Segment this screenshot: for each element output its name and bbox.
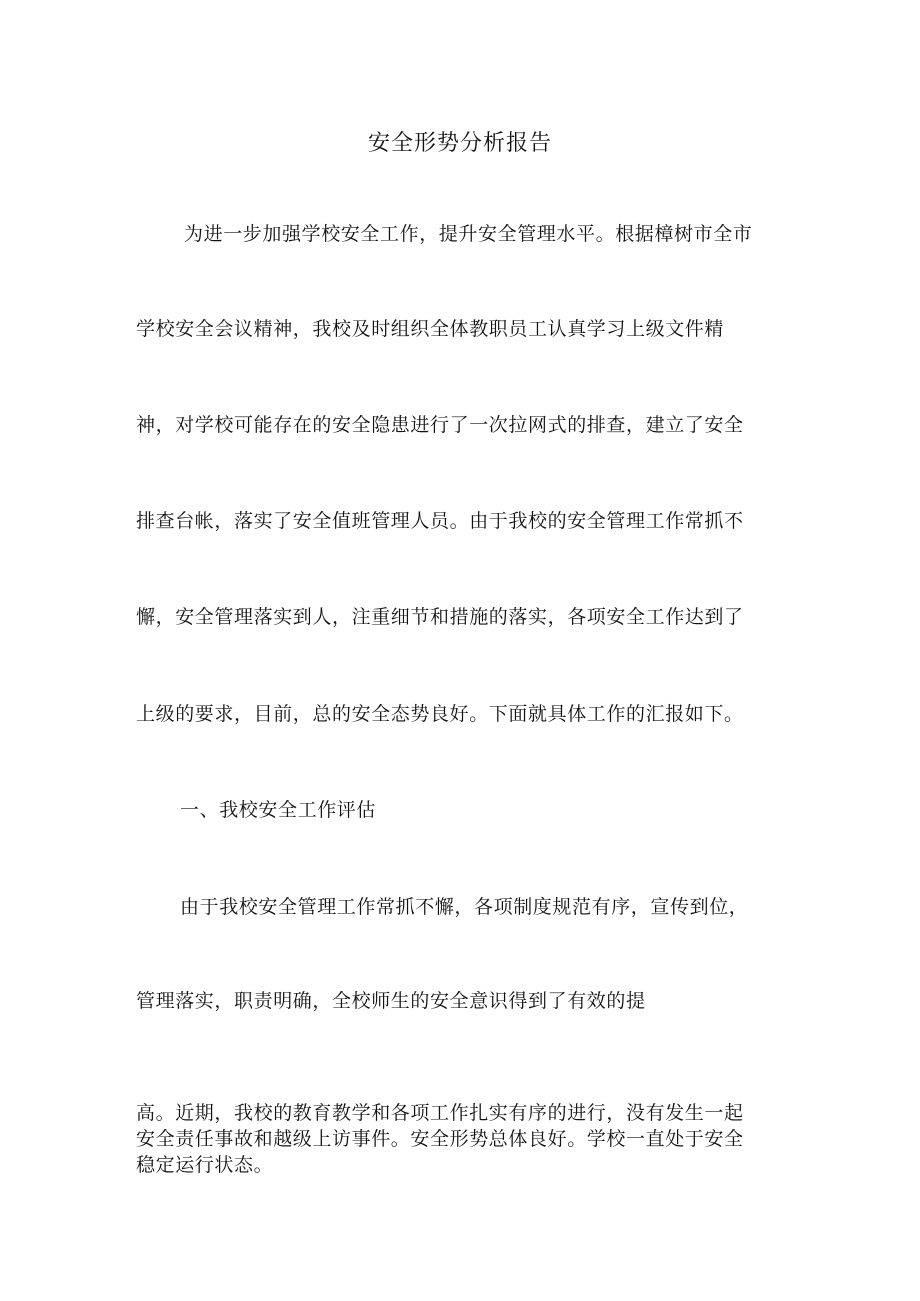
paragraph-line: 懈，安全管理落实到人，注重细节和措施的落实，各项安全工作达到了: [136, 606, 744, 628]
paragraph-line: 上级的要求，目前，总的安全态势良好。下面就具体工作的汇报如下。: [136, 703, 744, 725]
document-title: 安全形势分析报告: [367, 131, 552, 156]
paragraph-line: 排查台帐，落实了安全值班管理人员。由于我校的安全管理工作常抓不: [136, 510, 744, 532]
section-heading: 一、我校安全工作评估: [180, 799, 377, 821]
paragraph-line: 稳定运行状态。: [136, 1154, 274, 1176]
paragraph-line: 由于我校安全管理工作常抓不懈，各项制度规范有序，宣传到位，: [180, 896, 749, 918]
paragraph-line: 为进一步加强学校安全工作，提升安全管理水平。根据樟树市全市: [184, 223, 753, 245]
paragraph-line: 安全责任事故和越级上访事件。安全形势总体良好。学校一直处于安全: [136, 1128, 744, 1150]
paragraph-line: 学校安全会议精神，我校及时组织全体教职员工认真学习上级文件精: [136, 318, 725, 340]
paragraph-line: 高。近期，我校的教育教学和各项工作扎实有序的进行，没有发生一起: [136, 1102, 744, 1124]
paragraph-line: 神，对学校可能存在的安全隐患进行了一次拉网式的排查，建立了安全: [136, 414, 744, 436]
paragraph-line: 管理落实，职责明确，全校师生的安全意识得到了有效的提: [136, 990, 646, 1012]
